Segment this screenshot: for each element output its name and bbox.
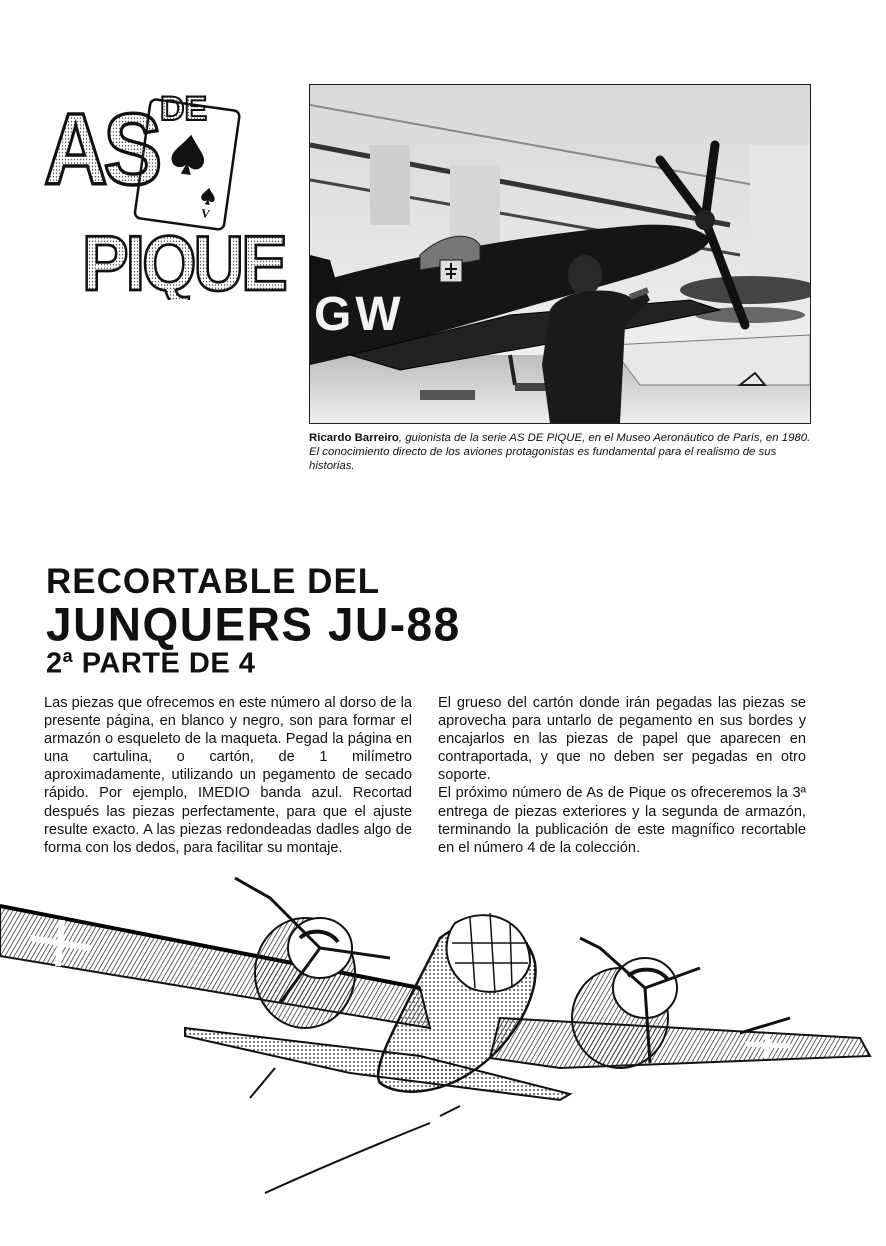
ju88-illustration xyxy=(0,868,886,1198)
logo-graphic xyxy=(40,75,290,300)
as-de-pique-logo xyxy=(40,75,290,300)
logo-as-text: AS xyxy=(44,93,159,207)
photo-caption xyxy=(309,431,814,473)
part-ordinal: a xyxy=(62,646,74,666)
body-paragraph: Las piezas que ofrecemos en este número al dorso de la presente página, en blanco y negro, son para formar el armazón o esqueleto de la maqueta. Pegad la página en una cartulina, o cartón, de 1 milímetro aproximadamente, utilizando un pegamento de secado rápido. Por ejemplo, IMEDIO banda azul. Recortad después las piezas perfectamente, para que el ajuste resulte exacto. A las piezas redondeadas dadles algo de forma con los dedos, para facilitar su montaje. xyxy=(44,695,412,856)
logo-pique-text: PIQUE xyxy=(82,219,285,300)
part-text: PARTE DE 4 xyxy=(73,647,256,680)
card-corner-letter: V xyxy=(200,205,211,222)
museum-photo xyxy=(309,84,811,424)
heading-line-3 xyxy=(46,646,255,681)
part-number: 2 xyxy=(46,647,63,680)
caption-name: Ricardo Barreiro xyxy=(309,432,399,444)
body-column-left xyxy=(44,694,412,857)
body-paragraph: El próximo número de As de Pique os ofreceremos la 3ª entrega de piezas exteriores y la segunda de armazón, terminando la publicación de este magnífico recortable en el número 4 de la colección. xyxy=(438,785,806,856)
body-paragraph: El grueso del cartón donde irán pegadas las piezas se aprovecha para untarlo de pegamento en sus bordes y encajarlos en las piezas de papel que aparecen en contraportada, y que no deben ser pegadas en otro soporte. xyxy=(438,695,806,784)
heading-line-2: JUNQUERS JU-88 xyxy=(46,597,461,651)
body-column-right xyxy=(438,694,806,857)
heading-line-1: RECORTABLE DEL xyxy=(46,562,381,601)
caption-text: , guionista de la serie AS DE PIQUE, en el Museo Aeronáutico de París, en 1980. El conocimiento directo de los aviones protagonistas es fundamental para el realismo de sus historias. xyxy=(309,432,811,472)
aircraft-code-text: GW xyxy=(314,288,405,341)
logo-de-text: DE xyxy=(160,90,208,128)
